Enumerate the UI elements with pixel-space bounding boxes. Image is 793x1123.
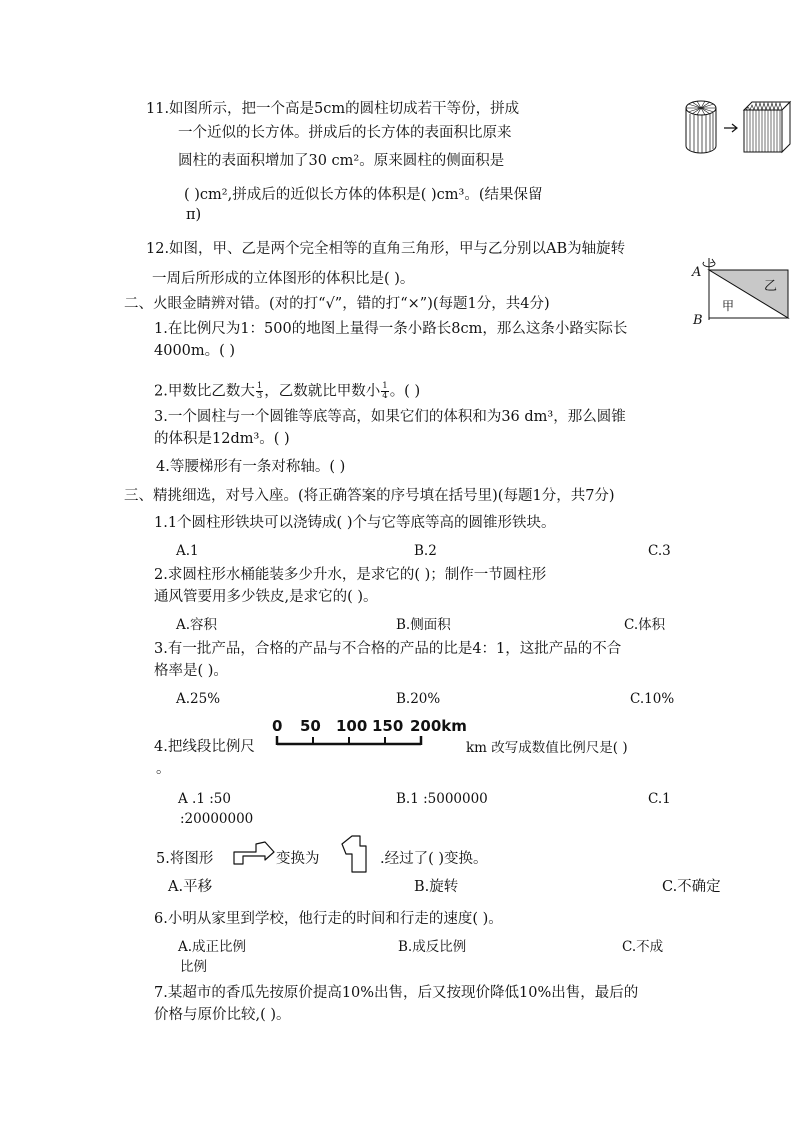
s3-q5-option-a: A.平移 <box>168 879 213 895</box>
s3-q1: 1.1个圆柱形铁块可以浇铸成( )个与它等底等高的圆锥形铁块。 <box>154 515 556 531</box>
fraction-one-third: $\frac{1}{3}$ <box>256 381 263 401</box>
scale-label-100: 100 <box>336 717 368 735</box>
s3-q3-line2: 格率是( )。 <box>154 663 228 679</box>
s2-q3-line2: 的体积是12dm³。( ) <box>154 431 290 447</box>
q11-line5: π) <box>186 207 202 223</box>
s2-q4: 4.等腰梯形有一条对称轴。( ) <box>156 459 346 475</box>
s3-q7-line1: 7.某超市的香瓜先按原价提高10%出售，后又按现价降低10%出售，最后的 <box>154 985 639 1001</box>
label-yi: 乙 <box>764 279 778 294</box>
s3-q4-option-c-cont: :20000000 <box>180 811 254 827</box>
s3-q6-option-b: B.成反比例 <box>398 939 467 955</box>
scale-label-200km: 200km <box>410 717 467 735</box>
s2-q1-line2: 4000m。( ) <box>154 343 236 359</box>
scale-label-150: 150 <box>372 717 404 735</box>
s3-q7-line2: 价格与原价比较,( )。 <box>154 1007 291 1023</box>
s3-q4-option-c: C.1 <box>648 791 671 807</box>
q12-line2: 一周后所形成的立体图形的体积比是( )。 <box>152 271 415 287</box>
s3-q5-a: 5.将图形 <box>156 851 214 867</box>
s3-q6-option-a: A.成正比例 <box>178 939 247 955</box>
triangles-figure <box>692 254 792 328</box>
s2-q2: 2.甲数比乙数大 $\frac{1}{3}$ ，乙数就比甲数小 $\frac{1}{4}$ 。( ) <box>154 381 421 401</box>
s3-q5-option-b: B.旋转 <box>414 879 459 895</box>
label-jia: 甲 <box>722 299 735 313</box>
s3-q2-option-c: C.体积 <box>624 617 666 633</box>
cylinder-cut-figure <box>680 96 792 158</box>
q11-line3: 圆柱的表面积增加了30 cm²。原来圆柱的侧面积是 <box>178 153 505 169</box>
s3-q1-option-a: A.1 <box>176 543 199 559</box>
section2-heading: 二、火眼金睛辨对错。(对的打“√”，错的打“×”)(每题1分，共4分) <box>124 296 550 312</box>
shape-original-icon <box>232 838 276 868</box>
q11-line2: 一个近似的长方体。拼成后的长方体的表面积比原来 <box>178 125 512 141</box>
s3-q5-c: .经过了( )变换。 <box>380 851 488 867</box>
s3-q4-suffix: km 改写成数值比例尺是( ) <box>466 740 628 756</box>
q11-line4: ( )cm²,拼成后的近似长方体的体积是( )cm³。(结果保留 <box>184 187 543 203</box>
s3-q3-option-c: C.10% <box>630 691 675 707</box>
s2-q3-line1: 3.一个圆柱与一个圆锥等底等高，如果它们的体积和为36 dm³，那么圆锥 <box>154 409 626 425</box>
s3-q4-end: 。 <box>156 761 171 777</box>
s3-q6-option-c: C.不成 <box>622 939 664 955</box>
s3-q5-option-c: C.不确定 <box>662 879 721 895</box>
s3-q6: 6.小明从家里到学校，他行走的时间和行走的速度( )。 <box>154 911 503 927</box>
s3-q4-option-a: A .1 :50 <box>178 791 231 807</box>
s3-q4-prefix: 4.把线段比例尺 <box>154 739 255 755</box>
s3-q5-b: 变换为 <box>276 851 320 867</box>
label-a: A <box>692 265 702 280</box>
s3-q2-option-b: B.侧面积 <box>396 617 451 633</box>
s3-q1-option-c: C.3 <box>648 543 671 559</box>
s3-q1-option-b: B.2 <box>414 543 437 559</box>
s3-q2-line2: 通风管要用多少铁皮,是求它的( )。 <box>154 589 378 605</box>
section3-heading: 三、精挑细选，对号入座。(将正确答案的序号填在括号里)(每题1分，共7分) <box>124 488 615 504</box>
line-scale-bar <box>272 716 467 750</box>
scale-label-0: 0 <box>272 717 283 735</box>
s3-q3-option-b: B.20% <box>396 691 441 707</box>
fraction-one-quarter: $\frac{1}{4}$ <box>382 381 388 401</box>
s3-q3-option-a: A.25% <box>176 691 221 707</box>
s2-q1-line1: 1.在比例尺为1：500的地图上量得一条小路长8cm，那么这条小路实际长 <box>154 321 628 337</box>
s3-q6-option-c-cont: 比例 <box>180 959 207 975</box>
shape-transformed-icon <box>338 834 372 874</box>
scale-label-50: 50 <box>300 717 321 735</box>
label-b: B <box>693 313 703 328</box>
s3-q3-line1: 3.有一批产品，合格的产品与不合格的产品的比是4：1，这批产品的不合 <box>154 641 622 657</box>
s3-q2-line1: 2.求圆柱形水桶能装多少升水，是求它的( )；制作一节圆柱形 <box>154 567 547 583</box>
q12-line1: 12.如图，甲、乙是两个完全相等的直角三角形，甲与乙分别以AB为轴旋转 <box>146 241 626 257</box>
s3-q4-option-b: B.1 :5000000 <box>396 791 488 807</box>
s3-q2-option-a: A.容积 <box>176 617 218 633</box>
q11-line1: 11.如图所示，把一个高是5cm的圆柱切成若干等份，拼成 <box>146 101 520 117</box>
